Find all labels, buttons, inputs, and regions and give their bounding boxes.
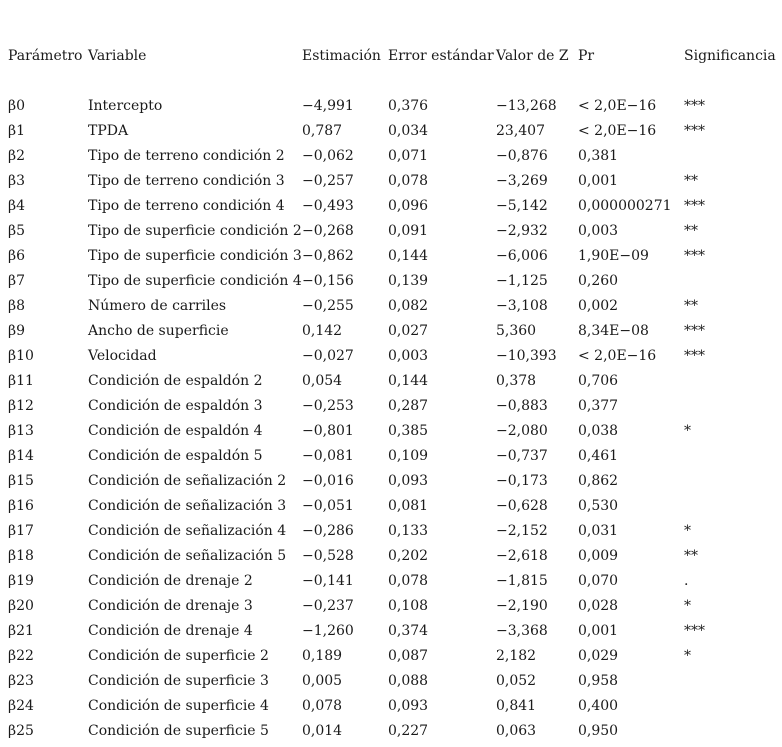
cell-pr: 0,002 xyxy=(578,298,619,314)
cell-variable: Condición de espaldón 5 xyxy=(88,448,263,464)
cell-std-error: 0,034 xyxy=(388,123,429,139)
cell-variable: Tipo de superficie condición 4 xyxy=(88,273,302,289)
cell-parameter: β13 xyxy=(8,423,34,439)
cell-pr: 0,003 xyxy=(578,223,619,239)
header-parameter: Parámetro xyxy=(8,48,83,64)
cell-std-error: 0,082 xyxy=(388,298,429,314)
cell-significance: * xyxy=(684,598,691,614)
header-significance: Significancia xyxy=(684,48,776,64)
table-body xyxy=(8,97,782,747)
table-row xyxy=(8,572,782,597)
cell-pr: 1,90E−09 xyxy=(578,248,649,264)
cell-variable: Tipo de terreno condición 2 xyxy=(88,148,285,164)
cell-std-error: 0,027 xyxy=(388,323,429,339)
cell-significance: *** xyxy=(684,248,705,264)
cell-std-error: 0,202 xyxy=(388,548,429,564)
cell-parameter: β20 xyxy=(8,598,34,614)
cell-pr: 0,028 xyxy=(578,598,619,614)
cell-variable: Tipo de superficie condición 2 xyxy=(88,223,302,239)
header-std-error: Error estándar xyxy=(388,48,494,64)
cell-std-error: 0,071 xyxy=(388,148,429,164)
cell-parameter: β21 xyxy=(8,623,34,639)
cell-std-error: 0,144 xyxy=(388,373,429,389)
cell-significance: . xyxy=(684,573,689,589)
cell-estimate: 0,054 xyxy=(302,373,343,389)
cell-z-value: 2,182 xyxy=(496,648,537,664)
cell-z-value: −6,006 xyxy=(496,248,548,264)
cell-variable: Condición de señalización 3 xyxy=(88,498,287,514)
cell-parameter: β2 xyxy=(8,148,26,164)
cell-pr: 0,001 xyxy=(578,173,619,189)
cell-significance: * xyxy=(684,648,691,664)
cell-pr: 0,260 xyxy=(578,273,619,289)
table-row xyxy=(8,172,782,197)
cell-significance: *** xyxy=(684,198,705,214)
table-row xyxy=(8,322,782,347)
cell-variable: Condición de superficie 5 xyxy=(88,723,269,739)
table-row xyxy=(8,647,782,672)
table-row xyxy=(8,472,782,497)
cell-pr: 0,029 xyxy=(578,648,619,664)
cell-z-value: 0,841 xyxy=(496,698,537,714)
cell-z-value: −2,152 xyxy=(496,523,548,539)
cell-pr: < 2,0E−16 xyxy=(578,123,657,139)
cell-pr: 0,070 xyxy=(578,573,619,589)
cell-estimate: 0,005 xyxy=(302,673,343,689)
cell-parameter: β19 xyxy=(8,573,34,589)
cell-pr: 0,862 xyxy=(578,473,619,489)
cell-estimate: −0,253 xyxy=(302,398,354,414)
table-row xyxy=(8,547,782,572)
cell-pr: 0,461 xyxy=(578,448,619,464)
cell-std-error: 0,108 xyxy=(388,598,429,614)
table-row xyxy=(8,97,782,122)
cell-estimate: −0,141 xyxy=(302,573,354,589)
cell-std-error: 0,287 xyxy=(388,398,429,414)
cell-std-error: 0,376 xyxy=(388,98,429,114)
cell-z-value: −2,618 xyxy=(496,548,548,564)
table-row xyxy=(8,372,782,397)
table-row xyxy=(8,597,782,622)
cell-estimate: −0,062 xyxy=(302,148,354,164)
cell-variable: Tipo de superficie condición 3 xyxy=(88,248,302,264)
table-row xyxy=(8,222,782,247)
cell-pr: 0,958 xyxy=(578,673,619,689)
cell-std-error: 0,227 xyxy=(388,723,429,739)
cell-variable: Condición de señalización 5 xyxy=(88,548,287,564)
cell-estimate: −0,156 xyxy=(302,273,354,289)
table-row xyxy=(8,122,782,147)
cell-significance: * xyxy=(684,523,691,539)
cell-pr: < 2,0E−16 xyxy=(578,98,657,114)
cell-pr: 0,400 xyxy=(578,698,619,714)
cell-parameter: β18 xyxy=(8,548,34,564)
cell-z-value: 0,052 xyxy=(496,673,537,689)
cell-pr: 0,381 xyxy=(578,148,619,164)
cell-significance: *** xyxy=(684,623,705,639)
cell-parameter: β5 xyxy=(8,223,26,239)
cell-std-error: 0,093 xyxy=(388,473,429,489)
cell-estimate: −0,081 xyxy=(302,448,354,464)
cell-estimate: −0,255 xyxy=(302,298,354,314)
table-row xyxy=(8,422,782,447)
cell-parameter: β8 xyxy=(8,298,26,314)
table-row xyxy=(8,697,782,722)
table-row xyxy=(8,147,782,172)
cell-variable: Condición de espaldón 4 xyxy=(88,423,263,439)
cell-estimate: −0,268 xyxy=(302,223,354,239)
cell-z-value: −10,393 xyxy=(496,348,557,364)
cell-z-value: 0,378 xyxy=(496,373,537,389)
cell-significance: ** xyxy=(684,173,698,189)
cell-estimate: 0,189 xyxy=(302,648,343,664)
table-row xyxy=(8,247,782,272)
cell-pr: 0,530 xyxy=(578,498,619,514)
cell-parameter: β12 xyxy=(8,398,34,414)
cell-std-error: 0,078 xyxy=(388,573,429,589)
cell-z-value: −0,173 xyxy=(496,473,548,489)
table-row xyxy=(8,672,782,697)
cell-parameter: β6 xyxy=(8,248,26,264)
cell-z-value: −3,108 xyxy=(496,298,548,314)
cell-parameter: β25 xyxy=(8,723,34,739)
cell-pr: 0,706 xyxy=(578,373,619,389)
cell-std-error: 0,144 xyxy=(388,248,429,264)
cell-pr: 8,34E−08 xyxy=(578,323,649,339)
cell-estimate: −0,801 xyxy=(302,423,354,439)
cell-parameter: β9 xyxy=(8,323,26,339)
table-row xyxy=(8,197,782,222)
cell-significance: ** xyxy=(684,298,698,314)
cell-variable: Intercepto xyxy=(88,98,163,114)
cell-estimate: −0,862 xyxy=(302,248,354,264)
cell-estimate: −0,237 xyxy=(302,598,354,614)
cell-std-error: 0,096 xyxy=(388,198,429,214)
cell-estimate: −0,257 xyxy=(302,173,354,189)
cell-estimate: −0,027 xyxy=(302,348,354,364)
cell-parameter: β11 xyxy=(8,373,34,389)
cell-estimate: −0,286 xyxy=(302,523,354,539)
cell-z-value: −2,190 xyxy=(496,598,548,614)
cell-parameter: β4 xyxy=(8,198,26,214)
cell-std-error: 0,003 xyxy=(388,348,429,364)
cell-z-value: −0,883 xyxy=(496,398,548,414)
cell-std-error: 0,374 xyxy=(388,623,429,639)
cell-significance: ** xyxy=(684,223,698,239)
cell-std-error: 0,139 xyxy=(388,273,429,289)
header-variable: Variable xyxy=(88,48,147,64)
cell-estimate: −4,991 xyxy=(302,98,354,114)
cell-parameter: β7 xyxy=(8,273,26,289)
cell-variable: Ancho de superficie xyxy=(88,323,229,339)
cell-std-error: 0,081 xyxy=(388,498,429,514)
cell-variable: TPDA xyxy=(88,123,129,139)
cell-pr: 0,000000271 xyxy=(578,198,672,214)
cell-variable: Velocidad xyxy=(88,348,157,364)
cell-estimate: −0,051 xyxy=(302,498,354,514)
cell-pr: 0,950 xyxy=(578,723,619,739)
cell-estimate: −0,493 xyxy=(302,198,354,214)
cell-significance: *** xyxy=(684,323,705,339)
cell-variable: Condición de drenaje 3 xyxy=(88,598,253,614)
cell-pr: 0,009 xyxy=(578,548,619,564)
table-row xyxy=(8,347,782,372)
cell-parameter: β22 xyxy=(8,648,34,664)
cell-parameter: β17 xyxy=(8,523,34,539)
cell-parameter: β24 xyxy=(8,698,34,714)
regression-table xyxy=(8,47,782,747)
cell-z-value: −3,368 xyxy=(496,623,548,639)
cell-significance: *** xyxy=(684,348,705,364)
cell-z-value: 5,360 xyxy=(496,323,537,339)
cell-parameter: β3 xyxy=(8,173,26,189)
cell-z-value: −1,125 xyxy=(496,273,548,289)
table-row xyxy=(8,622,782,647)
cell-variable: Condición de drenaje 2 xyxy=(88,573,253,589)
table-header xyxy=(8,47,782,97)
cell-std-error: 0,091 xyxy=(388,223,429,239)
cell-variable: Número de carriles xyxy=(88,298,227,314)
cell-significance: *** xyxy=(684,123,705,139)
cell-z-value: −2,932 xyxy=(496,223,548,239)
cell-variable: Condición de superficie 2 xyxy=(88,648,269,664)
cell-z-value: 23,407 xyxy=(496,123,545,139)
table-row xyxy=(8,722,782,747)
cell-std-error: 0,087 xyxy=(388,648,429,664)
cell-parameter: β10 xyxy=(8,348,34,364)
cell-parameter: β15 xyxy=(8,473,34,489)
header-pr: Pr xyxy=(578,48,595,64)
cell-z-value: −0,876 xyxy=(496,148,548,164)
cell-variable: Condición de drenaje 4 xyxy=(88,623,253,639)
cell-pr: 0,031 xyxy=(578,523,619,539)
cell-estimate: 0,078 xyxy=(302,698,343,714)
cell-pr: 0,377 xyxy=(578,398,619,414)
cell-z-value: −0,737 xyxy=(496,448,548,464)
cell-variable: Tipo de terreno condición 4 xyxy=(88,198,285,214)
cell-std-error: 0,088 xyxy=(388,673,429,689)
cell-variable: Condición de espaldón 2 xyxy=(88,373,263,389)
header-z-value: Valor de Z xyxy=(496,48,569,64)
table-row xyxy=(8,272,782,297)
cell-estimate: 0,014 xyxy=(302,723,343,739)
table-row xyxy=(8,297,782,322)
cell-pr: < 2,0E−16 xyxy=(578,348,657,364)
table-row xyxy=(8,497,782,522)
header-estimate: Estimación xyxy=(302,48,381,64)
cell-significance: * xyxy=(684,423,691,439)
cell-pr: 0,001 xyxy=(578,623,619,639)
cell-z-value: 0,063 xyxy=(496,723,537,739)
cell-parameter: β14 xyxy=(8,448,34,464)
table-row xyxy=(8,447,782,472)
cell-estimate: −0,016 xyxy=(302,473,354,489)
cell-parameter: β23 xyxy=(8,673,34,689)
table-row xyxy=(8,397,782,422)
cell-variable: Condición de superficie 4 xyxy=(88,698,269,714)
cell-variable: Condición de señalización 4 xyxy=(88,523,287,539)
cell-std-error: 0,133 xyxy=(388,523,429,539)
cell-std-error: 0,093 xyxy=(388,698,429,714)
cell-estimate: −0,528 xyxy=(302,548,354,564)
cell-variable: Tipo de terreno condición 3 xyxy=(88,173,285,189)
cell-parameter: β16 xyxy=(8,498,34,514)
cell-estimate: 0,787 xyxy=(302,123,343,139)
cell-std-error: 0,385 xyxy=(388,423,429,439)
cell-variable: Condición de señalización 2 xyxy=(88,473,287,489)
cell-z-value: −5,142 xyxy=(496,198,548,214)
cell-parameter: β0 xyxy=(8,98,26,114)
cell-z-value: −3,269 xyxy=(496,173,548,189)
cell-std-error: 0,109 xyxy=(388,448,429,464)
cell-pr: 0,038 xyxy=(578,423,619,439)
cell-variable: Condición de superficie 3 xyxy=(88,673,269,689)
cell-z-value: −0,628 xyxy=(496,498,548,514)
cell-std-error: 0,078 xyxy=(388,173,429,189)
cell-z-value: −2,080 xyxy=(496,423,548,439)
table-row xyxy=(8,522,782,547)
cell-z-value: −1,815 xyxy=(496,573,548,589)
cell-variable: Condición de espaldón 3 xyxy=(88,398,263,414)
cell-significance: ** xyxy=(684,548,698,564)
cell-significance: *** xyxy=(684,98,705,114)
cell-z-value: −13,268 xyxy=(496,98,557,114)
cell-parameter: β1 xyxy=(8,123,26,139)
cell-estimate: −1,260 xyxy=(302,623,354,639)
cell-estimate: 0,142 xyxy=(302,323,343,339)
